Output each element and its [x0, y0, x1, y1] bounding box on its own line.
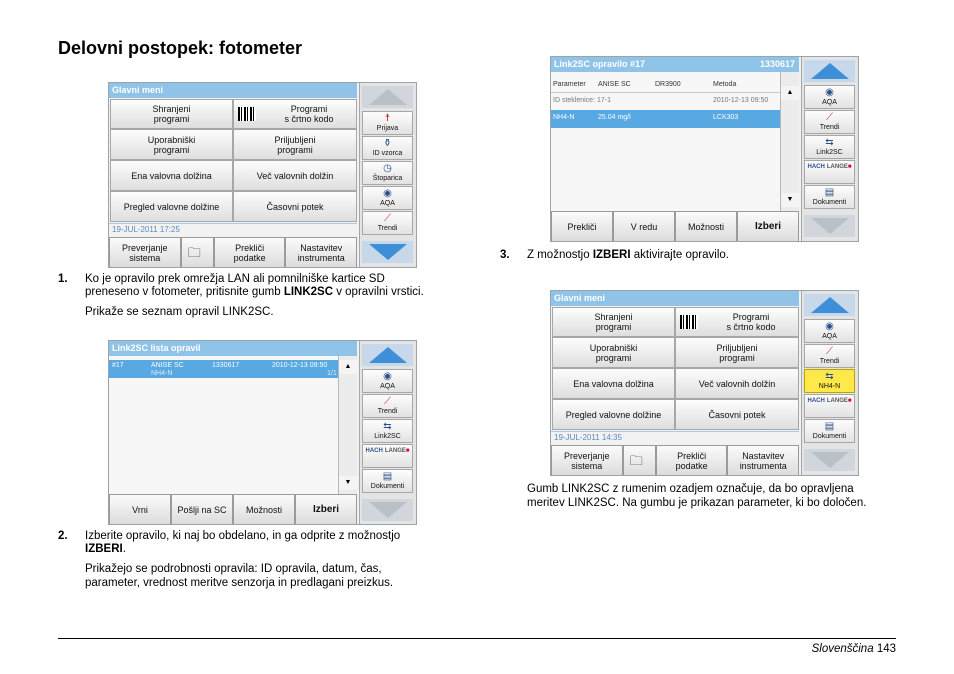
scroll-down-small-icon[interactable]: ▼: [781, 193, 799, 207]
scroll-up-small-icon[interactable]: ▲: [781, 86, 799, 100]
clear-data-button[interactable]: Prekliči podatke: [214, 237, 286, 268]
side-rail: [801, 291, 858, 475]
page-footer: Slovenščina 143: [811, 643, 896, 655]
link2sc-button[interactable]: ⇆ Link2SC: [804, 135, 855, 159]
aqa-button[interactable]: ◉ AQA: [362, 369, 413, 393]
detail-header-row: Parameter ANISE SC DR3900 Metoda: [551, 77, 780, 93]
footer-divider: [58, 638, 896, 639]
back-button[interactable]: Vrni: [109, 494, 171, 525]
main-menu-screen-1: [108, 82, 417, 268]
trends-button[interactable]: ⟋ Trendi: [362, 394, 413, 418]
saved-programs-button[interactable]: Shranjeni programi: [110, 99, 233, 129]
documents-button[interactable]: ▤ Dokumenti: [804, 419, 855, 443]
scroll-down-small-icon[interactable]: ▼: [339, 476, 357, 490]
screen-title: Glavni meni: [109, 83, 357, 98]
timer-icon: ◷: [383, 163, 392, 174]
multi-wavelength-button[interactable]: Več valovnih dolžin: [233, 160, 357, 191]
step-3: 3. Z možnostjo IZBERI aktivirajte opravilo.: [500, 249, 729, 261]
sample-id-button[interactable]: ⚱ ID vzorca: [362, 136, 413, 160]
wavelength-scan-button[interactable]: Pregled valovne dolžine: [552, 399, 675, 430]
hach-lange-button[interactable]: [804, 394, 855, 418]
link2sc-button[interactable]: ⇆ Link2SC: [362, 419, 413, 443]
scroll-down-button[interactable]: [362, 499, 413, 521]
step-2: 2. Izberite opravilo, ki naj bo obdelano, in ga odprite z možnostjo IZBERI.: [58, 530, 401, 555]
instrument-setup-button[interactable]: Nastavitev instrumenta: [285, 237, 357, 268]
arrow-up-icon: [811, 63, 849, 79]
arrow-up-icon: [369, 347, 407, 363]
login-button[interactable]: ☨ Prijava: [362, 111, 413, 135]
aqa-icon: ◉: [825, 321, 834, 332]
list-scrollbar[interactable]: [338, 356, 357, 494]
trend-chart-icon: ⟋: [826, 112, 833, 123]
documents-button[interactable]: ▤ Dokumenti: [804, 185, 855, 209]
scroll-down-button[interactable]: [804, 449, 855, 471]
arrow-down-icon: [369, 502, 407, 518]
barcode-icon: [238, 107, 256, 121]
folder-button[interactable]: [181, 237, 214, 268]
hach-lange-button[interactable]: [362, 444, 413, 468]
wavelength-scan-button[interactable]: Pregled valovne dolžine: [110, 191, 233, 222]
trend-chart-icon: ⟋: [826, 346, 833, 357]
side-rail: [359, 341, 416, 524]
hach-lange-logo: HACH LANGE■: [807, 164, 852, 170]
multi-wavelength-button[interactable]: Več valovnih dolžin: [675, 368, 799, 399]
options-button[interactable]: Možnosti: [675, 211, 737, 242]
barcode-programs-button[interactable]: Programi s črtno kodo: [675, 307, 799, 337]
page-title: Delovni postopek: fotometer: [58, 38, 303, 58]
detail-selected-row[interactable]: NH4-N 25.04 mg/l LCK303: [551, 110, 780, 128]
person-icon: ☨: [384, 113, 391, 124]
link2sc-icon: ⇆: [383, 421, 392, 432]
time-course-button[interactable]: Časovni potek: [675, 399, 799, 430]
bottom-bar: [551, 211, 799, 242]
folder-icon: 🗀: [187, 244, 201, 260]
aqa-icon: ◉: [383, 371, 392, 382]
aqa-button[interactable]: ◉ AQA: [362, 186, 413, 210]
scroll-up-button[interactable]: [804, 294, 855, 316]
scroll-up-button[interactable]: [362, 86, 413, 108]
scroll-up-small-icon[interactable]: ▲: [339, 360, 357, 374]
screen-title: Link2SC lista opravil: [109, 341, 357, 356]
link2sc-list-screen: [108, 340, 417, 525]
detail-meta-row: ID steklenice: 17-1 2010-12-13 09:50: [553, 97, 769, 104]
arrow-up-icon: [811, 297, 849, 313]
system-check-button[interactable]: Preverjanje sistema: [551, 445, 623, 476]
hach-lange-button[interactable]: [804, 160, 855, 184]
link2sc-nh4n-button[interactable]: ⇆ NH4-N: [804, 369, 855, 393]
scroll-down-button[interactable]: [362, 241, 413, 263]
aqa-button[interactable]: ◉ AQA: [804, 85, 855, 109]
trend-chart-icon: ⟋: [384, 213, 391, 224]
link2sc-job-screen: [550, 56, 859, 242]
main-menu-screen-2: [550, 290, 859, 476]
aqa-button[interactable]: ◉ AQA: [804, 319, 855, 343]
clear-data-button[interactable]: Prekliči podatke: [656, 445, 728, 476]
saved-programs-button[interactable]: Shranjeni programi: [552, 307, 675, 337]
folder-icon: 🗀: [629, 452, 643, 468]
ok-button[interactable]: V redu: [613, 211, 675, 242]
trend-chart-icon: ⟋: [384, 396, 391, 407]
select-button[interactable]: Izberi: [737, 211, 799, 242]
arrow-up-icon: [369, 89, 407, 105]
arrow-down-icon: [811, 218, 849, 234]
date-time: 19-JUL-2011 14:35: [551, 431, 799, 443]
timer-button[interactable]: ◷ Štoparica: [362, 161, 413, 185]
aqa-icon: ◉: [383, 188, 392, 199]
note-text: Gumb LINK2SC z rumenim ozadjem označuje, da bo opravljena meritev LINK2SC. Na gumbu je prikazan parameter, ki bo določen.: [527, 483, 867, 509]
hach-lange-logo: HACH LANGE■: [365, 448, 410, 454]
trends-button[interactable]: ⟋ Trendi: [804, 344, 855, 368]
arrow-down-icon: [811, 452, 849, 468]
job-row[interactable]: #17 ANISE SC 1330617 2010-12-13 09:50 NH4-N 1/1: [109, 360, 338, 378]
bottom-bar: [109, 237, 357, 268]
side-rail: [801, 57, 858, 241]
trends-button[interactable]: ⟋ Trendi: [362, 211, 413, 235]
documents-button[interactable]: ▤ Dokumenti: [362, 469, 413, 493]
bottom-bar: [109, 494, 357, 525]
link2sc-icon: ⇆: [825, 371, 834, 382]
scroll-up-button[interactable]: [362, 344, 413, 366]
barcode-icon: [680, 315, 698, 329]
bottle-icon: ⚱: [383, 138, 392, 149]
options-button[interactable]: Možnosti: [233, 494, 295, 525]
screen-title: Glavni meni: [551, 291, 799, 306]
bottom-bar: [551, 445, 799, 476]
scroll-up-button[interactable]: [804, 60, 855, 82]
screen-title: Link2SC opravilo #17 1330617: [551, 57, 799, 72]
select-button[interactable]: Izberi: [295, 494, 357, 525]
favorite-programs-button[interactable]: Priljubljeni programi: [675, 337, 799, 368]
scroll-down-button[interactable]: [804, 215, 855, 237]
user-programs-button[interactable]: Uporabniški programi: [110, 129, 233, 160]
step-1: 1. Ko je opravilo prek omrežja LAN ali pomnilniške kartice SD preneseno v fotometer, pritisnite gumb LINK2SC v opravilni vrstici.: [58, 273, 424, 298]
single-wavelength-button[interactable]: Ena valovna dolžina: [110, 160, 233, 191]
favorite-programs-button[interactable]: Priljubljeni programi: [233, 129, 357, 160]
cancel-button[interactable]: Prekliči: [551, 211, 613, 242]
hach-lange-logo: HACH LANGE■: [807, 398, 852, 404]
folder-button[interactable]: [623, 445, 656, 476]
documents-icon: ▤: [824, 421, 835, 432]
aqa-icon: ◉: [825, 87, 834, 98]
step-2-result: Prikažejo se podrobnosti opravila: ID opravila, datum, čas, parameter, vrednost meritve senzorja in predlagani preizkus.: [85, 563, 394, 589]
detail-scrollbar[interactable]: [780, 72, 799, 211]
arrow-down-icon: [369, 244, 407, 260]
documents-icon: ▤: [824, 187, 835, 198]
documents-icon: ▤: [382, 471, 393, 482]
link2sc-icon: ⇆: [825, 137, 834, 148]
side-rail: [359, 83, 416, 267]
date-time: 19-JUL-2011 17:25: [109, 223, 357, 235]
instrument-setup-button[interactable]: Nastavitev instrumenta: [727, 445, 799, 476]
barcode-programs-button[interactable]: Programi s črtno kodo: [233, 99, 357, 129]
trends-button[interactable]: ⟋ Trendi: [804, 110, 855, 134]
single-wavelength-button[interactable]: Ena valovna dolžina: [552, 368, 675, 399]
time-course-button[interactable]: Časovni potek: [233, 191, 357, 222]
system-check-button[interactable]: Preverjanje sistema: [109, 237, 181, 268]
step-1-result: Prikaže se seznam opravil LINK2SC.: [85, 306, 274, 318]
send-to-sc-button[interactable]: Pošlji na SC: [171, 494, 233, 525]
user-programs-button[interactable]: Uporabniški programi: [552, 337, 675, 368]
